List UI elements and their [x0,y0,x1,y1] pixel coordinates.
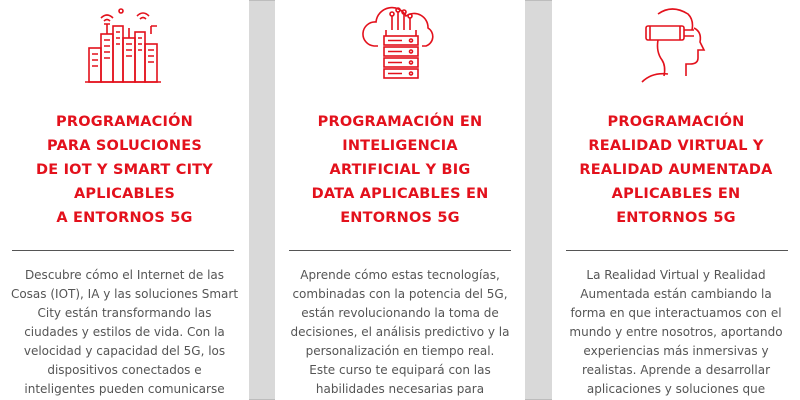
title-line: ARTIFICIAL Y BIG [329,162,471,178]
description-line: forma en que interactuamos con el [570,306,782,320]
title-line: PROGRAMACIÓN [56,114,193,130]
description-line: Aumentada están cambiando la [580,287,772,301]
divider [12,250,234,251]
description-line: Aprende cómo estas tecnologías, [300,268,500,282]
title-line: PROGRAMACIÓN EN [317,114,483,130]
description-line: experiencias más inmersivas y [583,344,769,358]
divider [289,250,511,251]
course-card-iot-smart-city[interactable] [0,0,249,400]
description-line: personalización en tiempo real. [305,344,495,358]
description-line: Este curso te equipará con las [309,363,491,377]
description-line: están revolucionando la toma de [301,306,499,320]
card-title [0,110,249,230]
title-line: PARA SOLUCIONES [46,138,203,154]
description-line: dispositivos conectados e [47,363,202,377]
card-title [552,110,800,230]
description-line: decisiones, el análisis predictivo y la [290,325,510,339]
description-line: inteligentes pueden comunicarse [24,382,225,396]
title-line: APLICABLES [74,186,175,202]
description-line: Descubre cómo el Internet de las [24,268,225,282]
card-description [552,266,800,399]
description-line: velocidad y capacidad del 5G, los [23,344,226,358]
title-line: INTELIGENCIA [342,138,458,154]
description-line: mundo y entre nosotros, aportando [569,325,783,339]
description-line: combinadas con la potencia del 5G, [292,287,508,301]
title-line: ENTORNOS 5G [340,210,460,226]
title-line: DE IOT Y SMART CITY [36,162,213,178]
description-line: ciudades y estilos de vida. Con la [24,325,225,339]
title-line: A ENTORNOS 5G [56,210,193,226]
vr-headset-icon [628,4,718,84]
course-card-ai-big-data[interactable] [275,0,525,400]
title-line: REALIDAD VIRTUAL Y [588,138,764,154]
divider [566,250,788,251]
title-line: REALIDAD AUMENTADA [579,162,773,178]
title-line: DATA APLICABLES EN [311,186,489,202]
description-line: realistas. Aprende a desarrollar [581,363,771,377]
description-line: aplicaciones y soluciones que [586,382,766,396]
cloud-server-icon [356,4,446,84]
description-line: La Realidad Virtual y Realidad [586,268,766,282]
description-line: Cosas (IOT), IA y las soluciones Smart [10,287,239,301]
smart-city-icon [77,4,167,84]
title-line: APLICABLES EN [611,186,741,202]
card-description [275,266,525,399]
title-line: ENTORNOS 5G [616,210,736,226]
card-title [275,110,525,230]
description-line: City están transformando las [37,306,212,320]
description-line: habilidades necesarias para [315,382,485,396]
title-line: PROGRAMACIÓN [607,114,745,130]
card-description [0,266,249,399]
course-card-vr-ar[interactable] [552,0,800,400]
